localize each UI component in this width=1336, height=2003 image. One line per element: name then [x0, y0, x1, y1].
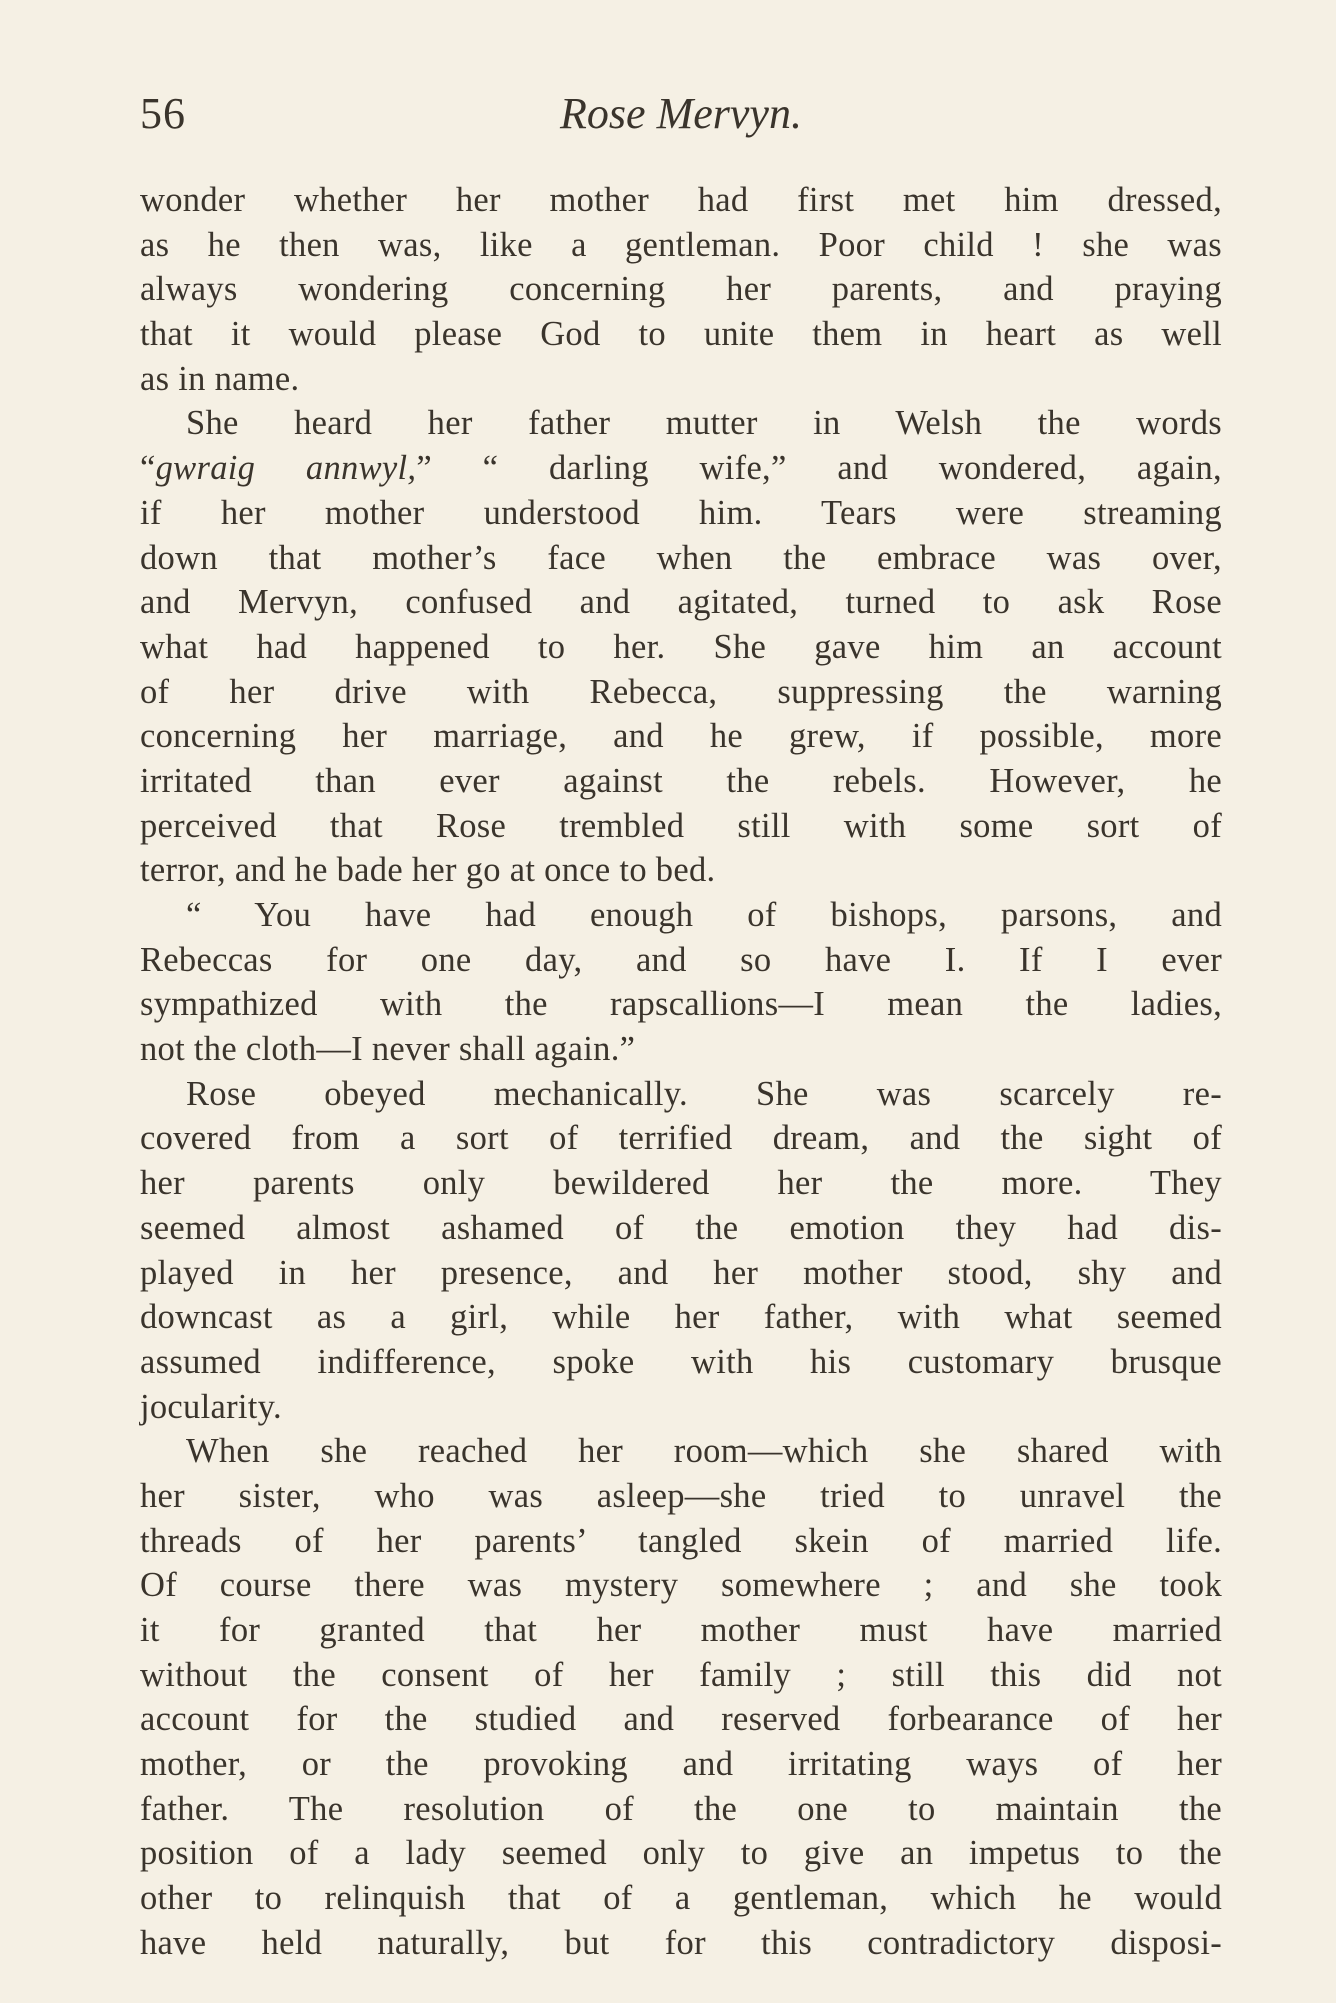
text-line: as he then was, like a gentleman. Poor child ! she was [140, 225, 1222, 264]
text-line: assumed indifference, spoke with his customary brusque [140, 1342, 1222, 1381]
text-line: She heard her father mutter in Welsh the words [186, 404, 1222, 443]
text-line: without the consent of her family ; still this did not [140, 1655, 1222, 1694]
text-line: “ You have had enough of bishops, parsons, and [186, 896, 1222, 934]
text-line: account for the studied and reserved forbearance of her [140, 1700, 1222, 1739]
page-header [140, 84, 1222, 144]
text-line: wonder whether her mother had first met him dressed, [140, 181, 1222, 219]
text-line: it for granted that her mother must have married [140, 1611, 1222, 1649]
text-line: mother, or the provoking and irritating ways of her [140, 1745, 1222, 1784]
text-line: of her drive with Rebecca, suppressing the warning [140, 672, 1222, 711]
text-line: irritated than ever against the rebels. However, he [140, 761, 1222, 800]
text-line: Rose obeyed mechanically. She was scarcely re- [186, 1074, 1222, 1113]
text-line: Rebeccas for one day, and so have I. If I ever [140, 940, 1222, 979]
running-title: Rose Mervyn. [560, 89, 802, 138]
text-line: sympathized with the rapscallions—I mean the ladies, [140, 985, 1222, 1024]
text-line: as in name. [140, 359, 300, 398]
text-line: if her mother understood him. Tears were streaming [140, 493, 1222, 532]
text-line: other to relinquish that of a gentleman, which he would [140, 1879, 1222, 1918]
text-line: position of a lady seemed only to give an impetus to the [140, 1834, 1222, 1873]
text-line: jocularity. [140, 1387, 282, 1426]
text-line: that it would please God to unite them in heart as well [140, 315, 1222, 354]
text-line: covered from a sort of terrified dream, and the sight of [140, 1119, 1222, 1158]
text-line: “gwraig annwyl,” “ darling wife,” and wondered, again, [140, 449, 1222, 488]
text-line: her parents only bewildered her the more. They [140, 1164, 1222, 1203]
text-line: downcast as a girl, while her father, with what seemed [140, 1298, 1222, 1337]
welsh-phrase: gwraig annwyl, [155, 449, 417, 488]
text-line: terror, and he bade her go at once to bed. [140, 851, 716, 890]
body-text [140, 178, 1222, 1966]
text-line: not the cloth—I never shall again.” [140, 1030, 636, 1069]
text-line: Of course there was mystery somewhere ; and she took [140, 1566, 1222, 1605]
text-line: When she reached her room—which she shared with [186, 1432, 1222, 1471]
page-number: 56 [140, 89, 186, 138]
text-line: father. The resolution of the one to maintain the [140, 1789, 1222, 1828]
text-line: perceived that Rose trembled still with some sort of [140, 806, 1222, 845]
text-line: her sister, who was asleep—she tried to unravel the [140, 1476, 1222, 1515]
text-line: always wondering concerning her parents, and praying [140, 270, 1222, 309]
text-line: seemed almost ashamed of the emotion they had dis- [140, 1208, 1222, 1247]
text-line: concerning her marriage, and he grew, if possible, more [140, 717, 1222, 756]
text-line: threads of her parents’ tangled skein of married life. [140, 1521, 1222, 1560]
text-line: have held naturally, but for this contradictory disposi- [140, 1923, 1222, 1962]
text-line: and Mervyn, confused and agitated, turned to ask Rose [140, 583, 1222, 622]
text-line: down that mother’s face when the embrace was over, [140, 538, 1222, 577]
text-line: what had happened to her. She gave him an account [140, 627, 1222, 666]
text-line: played in her presence, and her mother stood, shy and [140, 1253, 1222, 1292]
